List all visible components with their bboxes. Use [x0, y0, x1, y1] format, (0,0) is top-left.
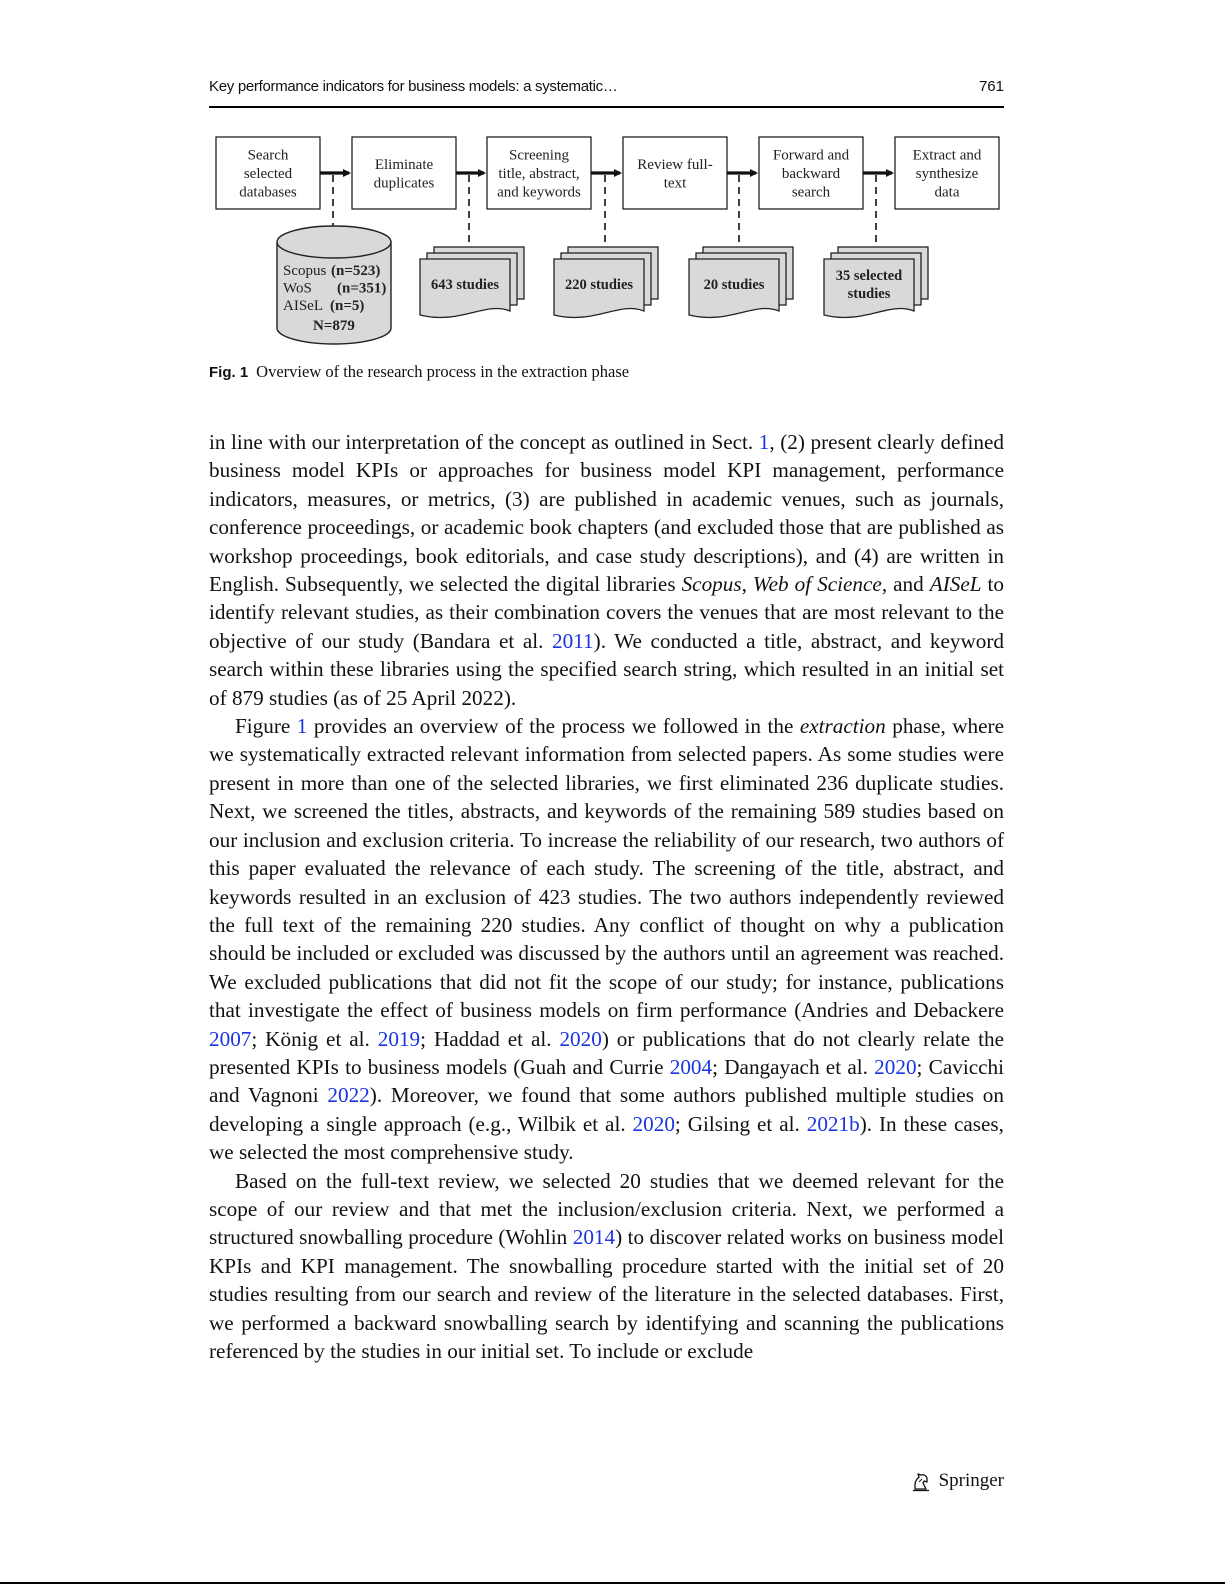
- cylinder-top: [277, 226, 391, 258]
- figure-caption-label: Fig. 1: [209, 364, 249, 381]
- running-header: [209, 76, 1004, 102]
- citation-link[interactable]: 2022: [327, 1083, 370, 1108]
- text-run: ; König et al.: [251, 1026, 378, 1051]
- text-run: ). We conducted a title, abstract, and keyword search within these libraries using the specified search string, which resulted in an initial set of 879 studies (as of 25 April 2022).: [209, 628, 1004, 710]
- citation-link[interactable]: 2007: [209, 1026, 252, 1051]
- diagram-text: Forward and: [772, 147, 850, 164]
- italic-text: Scopus: [681, 572, 742, 597]
- text-run: provides an overview of the process we followed in the: [307, 714, 800, 739]
- paragraph-3: [209, 1167, 1004, 1366]
- citation-link[interactable]: 2019: [377, 1026, 421, 1051]
- text-run: ). Moreover, we found that some authors published multiple studies on developing a single approach (e.g., Wilbik et al.: [209, 1083, 1004, 1136]
- text-run: , (2) present clearly defined business model KPIs or approaches for business model KPI management, performance indicators, measures, or metrics, (3) are published in academic venues, such as journals, conference proceedings, or academic book chapters (and excluded those that are published as workshop proceedings, book editorials, and case study descriptions), and (4) are written in English. Subsequently, we selected the digital libraries: [209, 430, 1004, 597]
- diagram-text: databases: [239, 184, 297, 201]
- citation-link[interactable]: 1: [296, 714, 308, 739]
- page-number: 761: [978, 78, 1004, 95]
- document-stack-icon: [420, 247, 524, 317]
- text-run: in line with our interpretation of the concept as outlined in Sect.: [209, 430, 759, 454]
- diagram-text: backward: [781, 166, 841, 182]
- text-run: ; Cavicchi and Vagnoni: [209, 1054, 1004, 1108]
- diagram-text: (n=5): [330, 298, 365, 314]
- diagram-text: data: [934, 184, 960, 201]
- text-run: Based on the full-text review, we selected 20 studies that we deemed relevant for the scope of our review and that met the inclusion/exclusion criteria. Next, we performed a structured snowballing procedure (Wohlin: [209, 1168, 1004, 1250]
- text-run: ) to discover related works on business model KPIs and KPI management. The snowballing procedure started with the initial set of 20 studies resulting from our search and review of the literature in the selected databases. First, we performed a backward snowballing search by identifying and scanning the publications referenced by the studies in our initial set. To include or exclude: [209, 1225, 1004, 1363]
- diagram-text: WoS: [283, 280, 312, 297]
- diagram-text: Eliminate: [374, 156, 434, 173]
- diagram-text: Review full-: [637, 156, 713, 173]
- step-rect: [623, 137, 727, 209]
- citation-link[interactable]: 2014: [572, 1225, 616, 1250]
- italic-text: AISeL: [929, 572, 982, 597]
- diagram-text: AISeL: [283, 298, 323, 314]
- process-step-box: [352, 137, 456, 209]
- citation-link[interactable]: 2020: [632, 1111, 675, 1136]
- text-run: ; Haddad et al.: [420, 1026, 560, 1051]
- italic-text: Web of Science: [752, 572, 882, 597]
- diagram-text: Screening: [509, 147, 569, 164]
- process-step-box: [216, 137, 320, 209]
- publisher-name: Springer: [938, 1470, 1004, 1491]
- citation-link[interactable]: 2011: [552, 628, 594, 653]
- paragraph-1: [209, 428, 1004, 712]
- diagram-text: selected: [243, 166, 293, 182]
- process-step-box: [487, 137, 591, 209]
- text-run: ; Gilsing et al.: [674, 1111, 807, 1136]
- diagram-text: synthesize: [915, 166, 979, 182]
- body-text: [209, 428, 1004, 1365]
- diagram-text: (n=351): [337, 280, 387, 297]
- text-run: phase, where we systematically extracted relevant information from selected papers. As some studies were present in more than one of the selected libraries, we first eliminated 236 duplicate studies. Next, we screened the titles, abstracts, and keywords of the remaining 589 studies based on our inclusion and exclusion criteria. To increase the reliability of our research, two authors of this paper evaluated the relevance of each study. The screening of the title, abstract, and keywords resulted in an exclusion of 423 studies. The two authors independently reviewed the full text of the remaining 220 studies. Any conflict of thought on why a publication should be included or excluded was discussed by the authors until an agreement was reached. We excluded publications that did not fit the scope of our study; for instance, publications that investigate the effect of business models on firm performance (Andries and Debackere: [209, 714, 1004, 1023]
- text-run: ; Dangayach et al.: [712, 1054, 875, 1079]
- text-run: to identify relevant studies, as their combination covers the venues that are most relevant to the objective of our study (Bandara et al.: [209, 572, 1005, 653]
- text-run: , and: [881, 572, 930, 597]
- figure-caption: [209, 362, 629, 382]
- process-step-box: [895, 137, 999, 209]
- header-rule: [209, 106, 1004, 108]
- text-run: ). In these cases, we selected the most comprehensive study.: [209, 1111, 1004, 1165]
- database-cylinder-icon: [277, 226, 391, 344]
- diagram-text: Scopus: [283, 263, 327, 279]
- text-run: Figure: [235, 714, 297, 739]
- document-stack-icon: [824, 247, 928, 317]
- diagram-text: 220 studies: [564, 277, 634, 293]
- diagram-text: 35 selected: [835, 268, 903, 284]
- diagram-text: 643 studies: [430, 277, 500, 293]
- springer-horse-icon: [910, 1470, 932, 1492]
- paragraph-2: [209, 712, 1004, 1167]
- page-bottom-rule: [0, 1582, 1225, 1584]
- citation-link[interactable]: 2004: [669, 1054, 713, 1079]
- diagram-text: N=879: [313, 318, 355, 334]
- diagram-text: text: [663, 175, 687, 192]
- text-run: ,: [741, 572, 753, 597]
- diagram-text: search: [791, 184, 831, 201]
- citation-link[interactable]: 2020: [559, 1026, 602, 1051]
- running-title: Key performance indicators for business models: a systematic…: [209, 78, 618, 95]
- diagram-text: (n=523): [331, 263, 381, 279]
- citation-link[interactable]: 1: [758, 430, 770, 454]
- diagram-text: studies: [847, 286, 891, 302]
- diagram-text: Extract and: [912, 147, 982, 164]
- diagram-text: duplicates: [373, 175, 435, 192]
- citation-link[interactable]: 2021b: [806, 1111, 860, 1136]
- publisher-footer: [910, 1470, 1004, 1492]
- text-run: ) or publications that do not clearly relate the presented KPIs to business models (Guah and Currie: [209, 1026, 1004, 1079]
- step-rect: [352, 137, 456, 209]
- document-stack-icon: [689, 247, 793, 317]
- figure-caption-text: Overview of the research process in the extraction phase: [256, 362, 630, 381]
- italic-text: extraction: [799, 714, 886, 739]
- diagram-text: Search: [247, 147, 289, 164]
- diagram-text: title, abstract,: [498, 166, 580, 182]
- process-step-box: [759, 137, 863, 209]
- citation-link[interactable]: 2020: [874, 1054, 917, 1079]
- diagram-text: 20 studies: [703, 277, 765, 293]
- diagram-text: and keywords: [497, 184, 581, 201]
- figure-research-process-diagram: [205, 125, 1005, 350]
- process-step-box: [623, 137, 727, 209]
- document-stack-icon: [554, 247, 658, 317]
